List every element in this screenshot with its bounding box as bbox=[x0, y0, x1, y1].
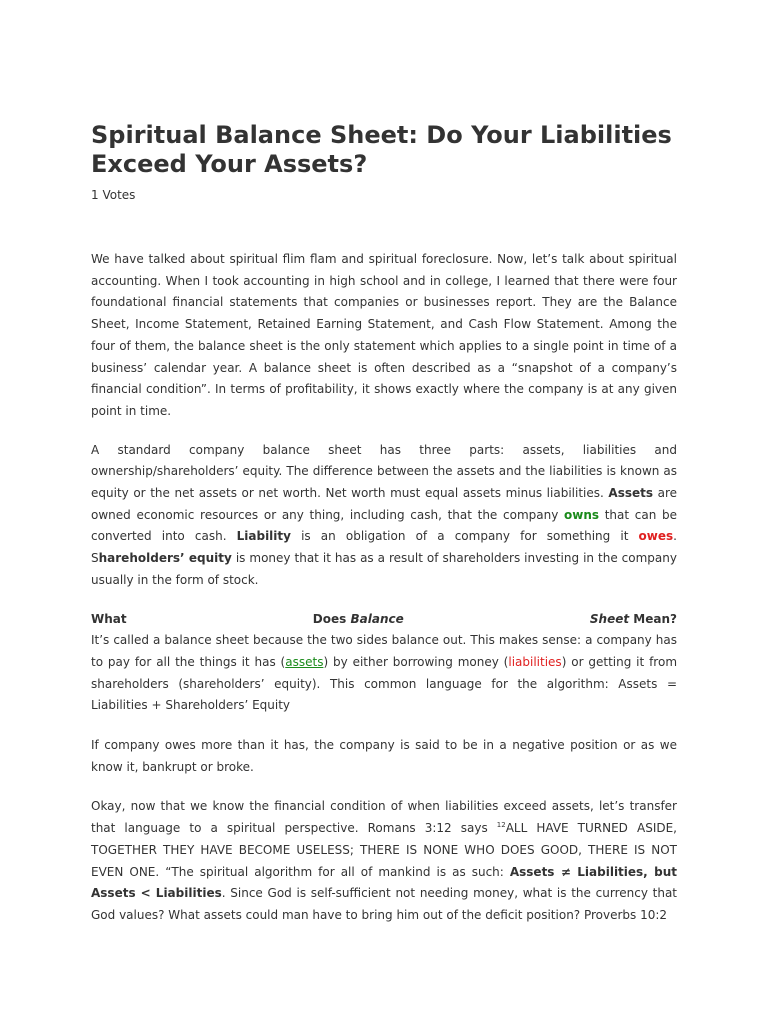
paragraph-spiritual-perspective: Okay, now that we know the financial condition of when liabilities exceed assets, let’s transfer that language to a spiritual perspective. Romans 3:12 says $^{12}$ALL HAVE TURNED ASIDE, TOGETHER THEY HAVE BECOME USELESS; THERE IS NONE WHO DOES GOOD, THERE IS NOT EVEN ONE. “The spiritual algorithm for all of mankind is as such: Assets ≠ Liabilities, but Assets < Liabilities. Since God is self-sufficient not needing money, what is the currency that God values? What assets could man have to bring him out of the deficit position? Proverbs 10:2 bbox=[91, 799, 678, 922]
heading-word: Sheet Mean? bbox=[589, 611, 677, 626]
paragraph-intro: We have talked about spiritual flim flam and spiritual foreclosure. Now, let’s talk about spiritual accounting. When I took accounting in high school and in college, I learned that there were four foundational financial statements that companies or businesses report. They are the Balance Sheet, Income Statement, Retained Earning Statement, and Cash Flow Statement. Among the four of them, the balance sheet is the only statement which applies to a single point in time of a business’ calendar year. A balance sheet is often described as a “snapshot of a company’s financial condition”. In terms of profitability, it shows exactly where the company is at any given point in time. bbox=[91, 252, 677, 418]
assets-link[interactable]: assets bbox=[285, 654, 324, 669]
equity-term: hareholders’ equity bbox=[98, 551, 232, 566]
assets-term: Assets bbox=[608, 486, 653, 501]
owes-term: owes bbox=[638, 529, 674, 544]
paragraph-balance-explanation: It’s called a balance sheet because the two sides balance out. This makes sense: a company has to pay for all the things it has (assets) by either borrowing money (liabilities) or getting it from shareholders (shareholders’ equity). This common language for the algorithm: Assets = Liabilities + Shareholders’ Equity bbox=[91, 633, 678, 713]
article-title: Spiritual Balance Sheet: Do Your Liabilities Exceed Your Assets? bbox=[91, 121, 672, 178]
owns-term: owns bbox=[564, 507, 600, 522]
paragraph-negative-position: If company owes more than it has, the company is said to be in a negative position or as we know it, bankrupt or broke. bbox=[91, 738, 677, 774]
spiritual-algorithm: Assets ≠ Liabilities, but Assets < Liabilities bbox=[91, 864, 677, 901]
liabilities-term: liabilities bbox=[508, 654, 562, 669]
section-heading bbox=[91, 609, 677, 631]
votes-count: 1 Votes bbox=[91, 188, 136, 202]
article bbox=[91, 121, 677, 927]
verse-number: 12 bbox=[496, 821, 506, 830]
heading-word: Does Balance bbox=[312, 611, 404, 626]
paragraph-balance-sheet-parts: A standard company balance sheet has three parts: assets, liabilities and ownership/shareholders’ equity. The difference between the assets and the liabilities is known as equity or the net assets or net worth. Net worth must equal assets minus liabilities. Assets are owned economic resources or any thing, including cash, that the company owns that can be converted into cash. Liability is an obligation of a company for something it owes. Shareholders’ equity is money that it has as a result of shareholders investing in the company usually in the form of stock. bbox=[91, 442, 677, 587]
liability-term: Liability bbox=[236, 529, 291, 544]
heading-word: What bbox=[91, 611, 127, 626]
